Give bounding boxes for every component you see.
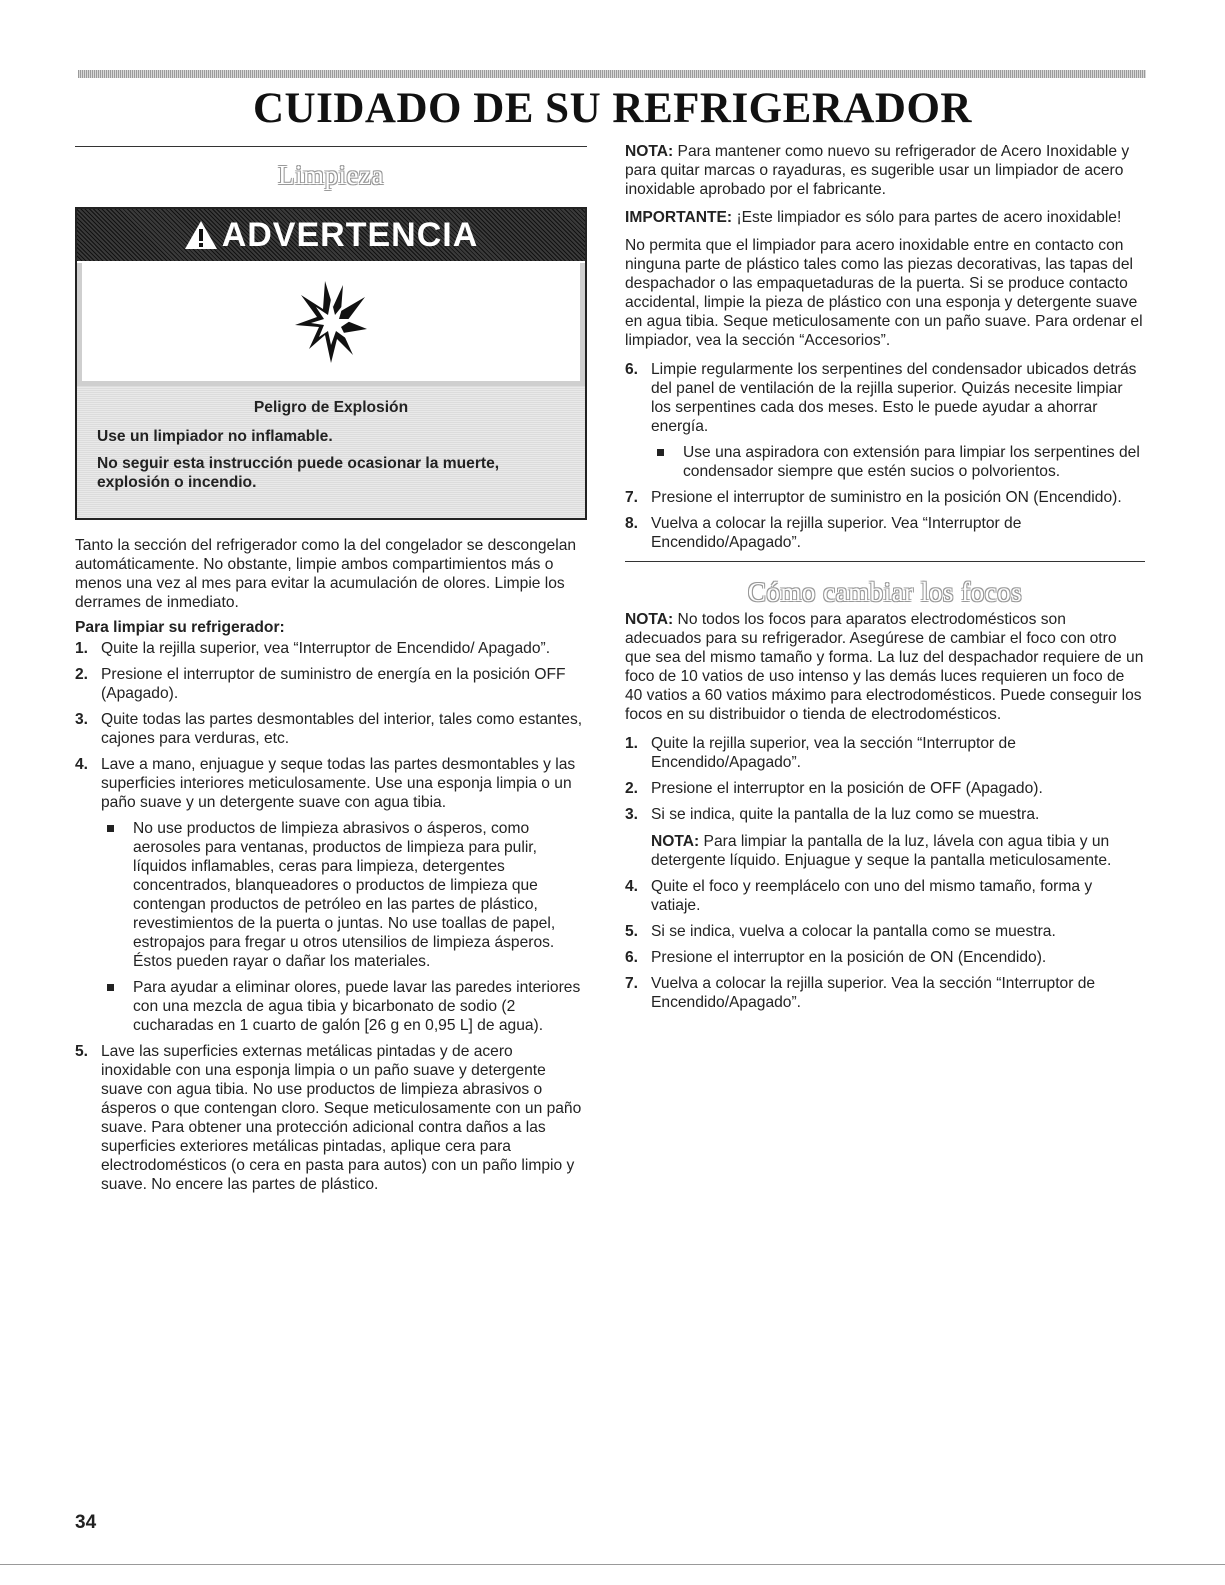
list-item: 4. Quite el foco y reemplácelo con uno del mismo tamaño, forma y vatiaje.	[625, 878, 1093, 914]
warning-header	[77, 209, 585, 263]
bullet-item: No use productos de limpieza abrasivos o ásperos, como aerosoles para ventanas, productos de limpieza para pulir, líquidos inflamables, ceras para limpieza, detergentes concentrados, blanqueadores o productos de limpieza que contengan productos de petróleo en las partes de plástico, revestimientos de la puerta o juntas. No use toallas de papel, estropajos para fregar u otros utensilios de limpieza ásperos. Éstos pueden rayar o dañar los materiales.	[101, 819, 587, 971]
warning-line-1: Use un limpiador no inflamable.	[97, 428, 333, 445]
list-item: 2. Presione el interruptor en la posición de OFF (Apagado).	[625, 780, 1043, 797]
section-heading-cleaning: Limpieza	[278, 160, 384, 190]
step-4-bullets	[101, 819, 587, 1035]
cleaning-steps-continued	[625, 360, 1145, 552]
section-rule	[75, 146, 587, 147]
list-item: 5. Si se indica, vuelva a colocar la pantalla como se muestra.	[625, 923, 1056, 940]
right-column	[625, 142, 1145, 1012]
bullet-item: Para ayudar a eliminar olores, puede lavar las paredes interiores con una mezcla de agua tibia y bicarbonato de sodio (2 cucharadas en 1 cuarto de galón [26 g en 0,95 L] de agua).	[101, 978, 587, 1035]
warning-label: ADVERTENCIA	[221, 215, 479, 254]
cleaning-subheading: Para limpiar su refrigerador:	[75, 619, 285, 636]
intro-paragraph: Tanto la sección del refrigerador como la del congelador se descongelan automáticamente. No obstante, limpie ambos compartimientos más o menos una vez al mes para evitar la acumulación de olores. Limpie los derrames de inmediato.	[75, 537, 577, 611]
list-item: 4. Lave a mano, enjuague y seque todas las partes desmontables y las superficies interiores meticulosamente. Use una esponja limpia o un paño suave y un detergente suave con agua tibia. No use productos de limpieza abrasivos o ásperos, como aerosoles para ventanas, productos de limpieza para pulir, líquidos inflamables, ceras para limpieza, detergentes concentrados, blanqueadores o productos de limpieza que contengan productos de petróleo en las partes de plástico, revestimientos de la puerta o juntas. No use toallas de papel, estropajos para fregar u otros utensilios de limpieza ásperos. Éstos pueden rayar o dañar los materiales. Para ayudar a eliminar olores, puede lavar las paredes interiores con una mezcla de agua tibia y bicarbonato de sodio (2 cucharadas en 1 cuarto de galón [26 g en 0,95 L] de agua).	[75, 755, 587, 1035]
section-rule	[625, 561, 1145, 562]
warning-icon-area	[77, 263, 585, 386]
list-item: 7. Vuelva a colocar la rejilla superior. Vea la sección “Interruptor de Encendido/Apagado”.	[625, 975, 1096, 1011]
bottom-rule	[0, 1564, 1225, 1565]
bullet-square-icon	[657, 449, 664, 456]
warning-line-2: No seguir esta instrucción puede ocasionar la muerte, explosión o incendio.	[97, 455, 500, 491]
list-item: 8. Vuelva a colocar la rejilla superior. Vea “Interruptor de Encendido/Apagado”.	[625, 515, 1022, 551]
bulb-steps-list	[625, 734, 1145, 1012]
list-item: 7. Presione el interruptor de suministro en la posición ON (Encendido).	[625, 489, 1122, 506]
list-item: 1. Quite la rejilla superior, vea la sección “Interruptor de Encendido/Apagado”.	[625, 735, 1016, 771]
cleaning-steps-list	[75, 639, 587, 1194]
warning-text-area	[77, 386, 585, 518]
bullet-square-icon	[107, 825, 114, 832]
bullet-square-icon	[107, 984, 114, 991]
warning-triangle-icon	[184, 220, 218, 250]
list-item: 2. Presione el interruptor de suministro de energía en la posición OFF (Apagado).	[75, 666, 566, 702]
bullet-item: Use una aspiradora con extensión para limpiar los serpentines del condensador siempre que estén sucios o polvorientos.	[651, 443, 1145, 481]
hazard-title: Peligro de Explosión	[253, 399, 409, 416]
list-item: 3. Quite todas las partes desmontables del interior, tales como estantes, cajones para verduras, etc.	[75, 711, 583, 747]
list-item: 6. Limpie regularmente los serpentines del condensador ubicados detrás del panel de ventilación de la rejilla superior. Quizás necesite limpiar los serpentines cada dos meses. Esto le puede ayudar a ahorrar energía. Use una aspiradora con extensión para limpiar los serpentines del condensador siempre que estén sucios o polvorientos.	[625, 360, 1145, 481]
warning-box	[75, 207, 587, 520]
important-note: IMPORTANTE: ¡Este limpiador es sólo para partes de acero inoxidable!	[625, 209, 1122, 226]
page-title: CUIDADO DE SU REFRIGERADOR	[253, 85, 972, 132]
page-number: 34	[75, 1512, 97, 1533]
list-item: 5. Lave las superficies externas metálicas pintadas y de acero inoxidable con una esponja limpia o un paño suave y detergente suave con agua tibia. No use productos de limpieza abrasivos o ásperos o que contengan cloro. Seque meticulosamente con un paño suave. Para obtener una protección adicional contra daños a las superficies exteriores metálicas pintadas, aplique cera para electrodomésticos (o cera en pasta para autos) con un paño limpio y suave. No encere las partes de plástico.	[75, 1043, 582, 1193]
step-6-bullets	[651, 443, 1145, 481]
explosion-icon	[291, 275, 371, 370]
left-column	[75, 146, 587, 1194]
list-item: 6. Presione el interruptor en la posición de ON (Encendido).	[625, 949, 1047, 966]
list-item: 1. Quite la rejilla superior, vea “Interruptor de Encendido/ Apagado”.	[75, 640, 551, 657]
bulb-note: NOTA: No todos los focos para aparatos electrodomésticos son adecuados para su refrigerador. Asegúrese de cambiar el foco con otro que sea del mismo tamaño y forma. La luz del despachador requiere de un foco de 10 vatios de uso intenso y las demás luces requieren un foco de 40 vatios a 60 vatios máximo para electrodomésticos. Puede conseguir los focos en su distribuidor o tienda de electrodomésticos.	[625, 611, 1144, 723]
stainless-paragraph: No permita que el limpiador para acero inoxidable entre en contacto con ninguna parte de plástico tales como las piezas decorativas, las tapas del despachador o las empaquetaduras de la puerta. Si se produce contacto accidental, limpie la pieza de plástico con una esponja y detergente suave en agua tibia. Seque meticulosamente con un paño suave. Para ordenar el limpiador, vea la sección “Accesorios”.	[625, 237, 1143, 349]
step-3-note: NOTA: Para limpiar la pantalla de la luz, lávela con agua tibia y un detergente líquido. Enjuague y seque la pantalla meticulosamente.	[651, 833, 1112, 869]
section-heading-bulbs: Cómo cambiar los focos	[747, 577, 1023, 607]
top-decorative-rule	[78, 70, 1146, 78]
stainless-note: NOTA: Para mantener como nuevo su refrigerador de Acero Inoxidable y para quitar marcas o rayaduras, es sugerible usar un limpiador de acero inoxidable aprobado por el fabricante.	[625, 143, 1130, 198]
list-item: 3. Si se indica, quite la pantalla de la luz como se muestra. NOTA: Para limpiar la pantalla de la luz, lávela con agua tibia y un detergente líquido. Enjuague y seque la pantalla meticulosamente.	[625, 805, 1145, 870]
